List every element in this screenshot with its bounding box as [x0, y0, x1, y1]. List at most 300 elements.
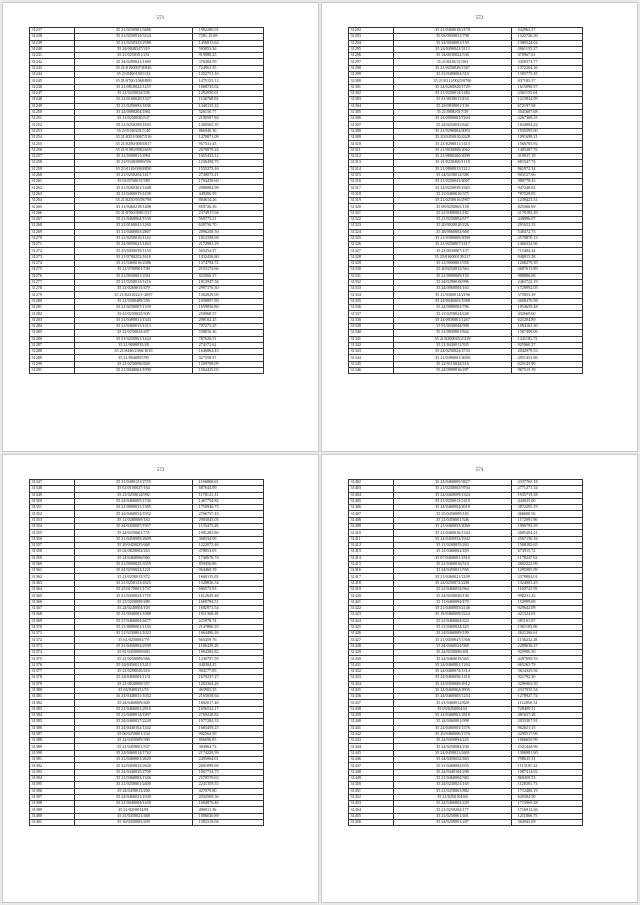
amount-cell: 964468.39 [192, 568, 263, 574]
amount-cell: 1712486.19 [511, 788, 582, 794]
reference-number-cell: 35 21/0700001/740 [75, 267, 192, 273]
row-id-cell: 31386 [30, 725, 75, 731]
reference-number-cell: 35 21/0290084/4093 [394, 128, 511, 134]
row-id-cell: 31406 [349, 505, 394, 511]
row-id-cell: 31335 [349, 298, 394, 304]
reference-number-cell: 35 21/0450021/468 [75, 813, 192, 819]
reference-number-cell: 35 21/0250061/401 [394, 813, 511, 819]
row-id-cell: 31285 [30, 330, 75, 336]
row-id-cell: 31325 [349, 235, 394, 241]
reference-number-cell: 35 21/0490002/182 [394, 210, 511, 216]
amount-cell: 366600.56 [511, 511, 582, 517]
amount-cell: 921792.20 [511, 675, 582, 681]
row-id-cell: 31305 [349, 109, 394, 115]
reference-number-cell: 35 24/0240004/103 [75, 605, 192, 611]
reference-number-cell: 35 20/0450010/4328 [394, 135, 511, 141]
row-id-cell: 31395 [30, 782, 75, 788]
row-id-cell: 31392 [30, 763, 75, 769]
reference-number-cell: 35 21/0250026/1367 [394, 65, 511, 71]
amount-cell: 2463722.19 [511, 279, 582, 285]
row-id-cell: 31250 [30, 109, 75, 115]
row-id-cell: 31432 [349, 668, 394, 674]
document-page [321, 2, 638, 452]
row-id-cell: 31403 [349, 486, 394, 492]
table-row [30, 820, 264, 826]
row-id-cell: 31277 [30, 279, 75, 285]
row-id-cell: 31336 [349, 305, 394, 311]
row-id-cell: 31298 [349, 65, 394, 71]
reference-number-cell: 35 21/0460004/935 [394, 763, 511, 769]
row-id-cell: 31241 [30, 53, 75, 59]
row-id-cell: 31451 [349, 788, 394, 794]
reference-number-cell: 35 21/0250016/2967 [394, 198, 511, 204]
amount-cell: 2289636.27 [511, 643, 582, 649]
amount-cell: 2570870.13 [511, 235, 582, 241]
reference-number-cell: 35 21/0460001/2620 [75, 757, 192, 763]
amount-cell: 250968.57 [192, 311, 263, 317]
amount-cell: 1566705.92 [511, 141, 582, 147]
row-id-cell: 31434 [349, 681, 394, 687]
row-id-cell: 31324 [349, 229, 394, 235]
amount-cell: 481637.28 [511, 712, 582, 718]
row-id-cell: 31377 [30, 668, 75, 674]
amount-cell: 967515.19 [511, 368, 582, 374]
reference-number-cell: 35 24/0080003/786 [394, 305, 511, 311]
amount-cell: 1485287.76 [511, 147, 582, 153]
row-id-cell: 31342 [349, 342, 394, 348]
row-id-cell: 31387 [30, 731, 75, 737]
row-id-cell: 31426 [349, 631, 394, 637]
table-row [349, 368, 583, 374]
row-id-cell: 31341 [349, 336, 394, 342]
amount-cell: 620304.50 [511, 794, 582, 800]
row-id-cell: 31453 [349, 801, 394, 807]
reference-number-cell: 35 21/0040001/1088 [75, 612, 192, 618]
reference-number-cell: 35 24/0460009/1324 [394, 492, 511, 498]
reference-number-cell: 35 03/0750015/385 [75, 179, 192, 185]
row-id-cell: 31409 [349, 524, 394, 530]
row-id-cell: 31414 [349, 555, 394, 561]
row-id-cell: 31388 [30, 738, 75, 744]
amount-cell: 1222075.46 [192, 542, 263, 548]
row-id-cell: 31334 [349, 292, 394, 298]
amount-cell: 2771271.34 [511, 486, 582, 492]
amount-cell: 1128301.73 [511, 782, 582, 788]
row-id-cell: 31401 [30, 820, 75, 826]
reference-number-cell: 35 24/0040001/150 [394, 40, 511, 46]
row-id-cell: 31444 [349, 744, 394, 750]
row-id-cell: 31269 [30, 229, 75, 235]
reference-number-cell: 35 24/0250024/4733 [394, 349, 511, 355]
amount-cell: 1295085.99 [511, 568, 582, 574]
amount-cell: 3541607.68 [511, 109, 582, 115]
row-id-cell: 31436 [349, 694, 394, 700]
row-id-cell: 31363 [30, 580, 75, 586]
row-id-cell: 31328 [349, 254, 394, 260]
row-id-cell: 31266 [30, 210, 75, 216]
row-id-cell: 31288 [30, 349, 75, 355]
row-id-cell: 31413 [349, 549, 394, 555]
reference-number-cell: 35 24/0460009/3827 [394, 480, 511, 486]
row-id-cell: 31448 [349, 769, 394, 775]
reference-number-cell: 35 24/0250084/436 [394, 744, 511, 750]
amount-cell: 421324.03 [511, 612, 582, 618]
row-id-cell: 31417 [349, 574, 394, 580]
reference-number-cell: 35 21/0460012/828 [394, 700, 511, 706]
reference-number-cell: 35 24/0250014/386 [394, 172, 511, 178]
reference-number-cell: 35 24/0450069/4912 [394, 681, 511, 687]
row-id-cell: 31371 [30, 631, 75, 637]
document-page [321, 454, 638, 903]
row-id-cell: 31242 [30, 59, 75, 65]
row-id-cell: 31273 [30, 254, 75, 260]
row-id-cell: 31430 [349, 656, 394, 662]
row-id-cell: 31245 [30, 78, 75, 84]
amount-cell: 1466332.96 [511, 242, 582, 248]
reference-number-cell: 35 21/0450001/337 [75, 744, 192, 750]
amount-cell: 1278927.74 [511, 694, 582, 700]
reference-number-cell: 35 21/0250014/81 [75, 807, 192, 813]
amount-cell: 470967.61 [511, 53, 582, 59]
amount-cell: 925906.50 [511, 650, 582, 656]
amount-cell: 696573.93 [192, 587, 263, 593]
amount-cell: 2178185.29 [511, 210, 582, 216]
reference-number-cell: 35 21/0250123/4325 [75, 580, 192, 586]
reference-number-cell: 35 02/0820002/263 [75, 549, 192, 555]
amount-cell: 4497099.53 [511, 656, 582, 662]
reference-number-cell: 35 21/0020008/357 [75, 681, 192, 687]
row-id-cell: 31423 [349, 612, 394, 618]
amount-cell: 825366.69 [511, 204, 582, 210]
reference-number-cell: 35 21/0460018/2178 [394, 28, 511, 34]
amount-cell: 298102.25 [192, 317, 263, 323]
reference-number-cell: 35 24/0290041/1469 [75, 59, 192, 65]
row-id-cell: 31397 [30, 794, 75, 800]
amount-cell: 1470871.09 [192, 135, 263, 141]
row-id-cell: 31412 [349, 542, 394, 548]
reference-number-cell: 35 81/0450009/603 [75, 650, 192, 656]
table-row [30, 368, 264, 374]
reference-number-cell: 35 21/0450047/1568 [394, 637, 511, 643]
amount-cell: 1432436.60 [192, 254, 263, 260]
reference-number-cell: 35 24/0460004/1131 [75, 675, 192, 681]
row-id-cell: 31418 [349, 580, 394, 586]
reference-number-cell: 35 18/0460009/2224 [394, 612, 511, 618]
amount-cell: 672197.68 [511, 103, 582, 109]
reference-number-cell: 35 21/0250391/251 [75, 53, 192, 59]
amount-cell: 1683459.25 [192, 725, 263, 731]
row-id-cell: 31249 [30, 103, 75, 109]
amount-cell: 1812358.68 [192, 235, 263, 241]
row-id-cell: 31437 [349, 700, 394, 706]
reference-number-cell: 35 21/0251/0067/516 [75, 135, 192, 141]
reference-number-cell: 35 21/0250014/1482 [394, 90, 511, 96]
amount-cell: 1324003.45 [511, 580, 582, 586]
row-id-cell: 31435 [349, 687, 394, 693]
amount-cell: 1715969.28 [511, 801, 582, 807]
reference-number-cell: 35 24/0250022/1221 [75, 568, 192, 574]
reference-number-cell: 35 21/0340/0080/9/6 [75, 160, 192, 166]
row-id-cell: 31439 [349, 712, 394, 718]
reference-number-cell: 35 24/0460001/2818 [394, 712, 511, 718]
amount-cell: 1112850.14 [511, 700, 582, 706]
reference-number-cell: 35 24/0230021/165 [394, 782, 511, 788]
reference-number-cell: 35 25/0830001/130 [394, 103, 511, 109]
row-id-cell: 31323 [349, 223, 394, 229]
amount-cell: 2337765.18 [511, 480, 582, 486]
data-table [29, 479, 264, 826]
row-id-cell: 31446 [349, 757, 394, 763]
amount-cell: 2691899.69 [192, 763, 263, 769]
row-id-cell: 31419 [349, 587, 394, 593]
row-id-cell: 31261 [30, 179, 75, 185]
reference-number-cell: 35 21/0250024/336 [75, 90, 192, 96]
amount-cell: 1684876.46 [192, 801, 263, 807]
row-id-cell: 31282 [30, 311, 75, 317]
row-id-cell: 31428 [349, 643, 394, 649]
amount-cell: 2042979.53 [511, 349, 582, 355]
row-id-cell: 31420 [349, 593, 394, 599]
row-id-cell: 31429 [349, 650, 394, 656]
row-id-cell: 31425 [349, 624, 394, 630]
row-id-cell: 31382 [30, 700, 75, 706]
amount-cell: 1292050.01 [192, 90, 263, 96]
reference-number-cell: 35 21/0250013/1216 [75, 279, 192, 285]
row-id-cell: 31251 [30, 116, 75, 122]
row-id-cell: 31275 [30, 267, 75, 273]
amount-cell: 1656532.17 [192, 706, 263, 712]
amount-cell: 1091699.21 [511, 135, 582, 141]
amount-cell: 2903045.05 [192, 517, 263, 523]
reference-number-cell: 35 04/0400251/55 [75, 687, 192, 693]
amount-cell: 364943.69 [511, 820, 582, 826]
row-id-cell: 31238 [30, 34, 75, 40]
reference-number-cell: 35 21/0460053/2060 [394, 524, 511, 530]
reference-number-cell: 35 24/0450009/390 [75, 738, 192, 744]
reference-number-cell: 35 24/0450021/4401 [394, 750, 511, 756]
row-id-cell: 31283 [30, 317, 75, 323]
amount-cell: 1704458.60 [192, 179, 263, 185]
row-id-cell: 31349 [30, 492, 75, 498]
reference-number-cell: 35 21/0890009/150 [394, 273, 511, 279]
row-id-cell: 31361 [30, 568, 75, 574]
row-id-cell: 31443 [349, 738, 394, 744]
amount-cell: 1328836.34 [192, 580, 263, 586]
amount-cell: 2337935.54 [511, 687, 582, 693]
amount-cell: 569775.21 [192, 216, 263, 222]
amount-cell: 1678237.27 [192, 675, 263, 681]
row-id-cell: 31372 [30, 637, 75, 643]
document-page [2, 454, 319, 903]
amount-cell: 2578570.63 [192, 775, 263, 781]
reference-number-cell: 35 21/0490004/310 [394, 72, 511, 78]
amount-cell: 1213824.09 [511, 97, 582, 103]
amount-cell: 376304.59 [192, 59, 263, 65]
reference-number-cell: 35 21/0460064/1530 [75, 216, 192, 222]
row-id-cell: 31376 [30, 662, 75, 668]
reference-number-cell: 35 24/0460014/1762 [75, 750, 192, 756]
reference-number-cell: 35 24/0040347/319 [75, 46, 192, 52]
row-id-cell: 31366 [30, 599, 75, 605]
amount-cell: 1361105.00 [511, 624, 582, 630]
amount-cell: 368334.09 [192, 536, 263, 542]
reference-number-cell: 35 21/0250014/992 [75, 492, 192, 498]
row-id-cell: 31332 [349, 279, 394, 285]
amount-cell: 281161.07 [511, 618, 582, 624]
amount-cell: 1906793.59 [511, 524, 582, 530]
reference-number-cell: 35 24/0440035/2700 [75, 769, 192, 775]
reference-number-cell: 35 09/0250065/158 [394, 204, 511, 210]
reference-number-cell: 35 24/0460074/1314 [394, 668, 511, 674]
row-id-cell: 31265 [30, 204, 75, 210]
row-id-cell: 31364 [30, 587, 75, 593]
reference-number-cell: 35 21/0080001/1156 [75, 624, 192, 630]
amount-cell: 998231.42 [511, 593, 582, 599]
amount-cell: 1660115.03 [192, 574, 263, 580]
amount-cell: 538816.36 [192, 330, 263, 336]
amount-cell: 1292364.26 [192, 681, 263, 687]
amount-cell: 593853.36 [192, 46, 263, 52]
amount-cell: 1066650.99 [511, 738, 582, 744]
row-id-cell: 31329 [349, 260, 394, 266]
reference-number-cell: 35 20/0250032/563 [394, 267, 511, 273]
amount-cell: 1186429.29 [192, 643, 263, 649]
amount-cell: 1091283.86 [192, 530, 263, 536]
amount-cell: 1935719.58 [511, 492, 582, 498]
reference-number-cell: 35 24/0260020/1729 [394, 84, 511, 90]
reference-number-cell: 35 24/0290018/996 [394, 279, 511, 285]
amount-cell: 639756.70 [192, 223, 263, 229]
amount-cell: 540472.73 [511, 229, 582, 235]
row-id-cell: 31240 [30, 46, 75, 52]
amount-cell: 2172981.29 [192, 242, 263, 248]
amount-cell: 1268279.39 [511, 260, 582, 266]
reference-number-cell: 35 21/0030001/844 [394, 330, 511, 336]
row-id-cell: 31380 [30, 687, 75, 693]
row-id-cell: 31384 [30, 712, 75, 718]
amount-cell: 2190597.84 [192, 116, 263, 122]
reference-number-cell: 35 24/0460005/1746 [75, 498, 192, 504]
row-id-cell: 31352 [30, 511, 75, 517]
row-id-cell: 31368 [30, 612, 75, 618]
row-id-cell: 31447 [349, 763, 394, 769]
reference-number-cell: 35 21/0200045/2/418 [394, 336, 511, 342]
amount-cell: 3296962.30 [511, 681, 582, 687]
amount-cell: 1740676.74 [192, 555, 263, 561]
row-id-cell: 31370 [30, 624, 75, 630]
reference-number-cell: 35 24/0250096/491 [394, 650, 511, 656]
reference-number-cell: 35 21/0300811/2961 [75, 153, 192, 159]
reference-number-cell: 35 21/0460024/423 [394, 624, 511, 630]
row-id-cell: 31268 [30, 223, 75, 229]
row-id-cell: 31383 [30, 706, 75, 712]
amount-cell: 903127.06 [511, 172, 582, 178]
amount-cell: 3450573.77 [511, 59, 582, 65]
reference-number-cell: 35 24/0450011/1413 [75, 662, 192, 668]
reference-number-cell: 35 21/0300489/356 [75, 298, 192, 304]
row-id-cell: 31449 [349, 775, 394, 781]
row-id-cell: 31347 [30, 480, 75, 486]
reference-number-cell: 35 24/0460056/1410 [394, 675, 511, 681]
reference-number-cell: 35 24/0250001/287 [394, 820, 511, 826]
reference-number-cell: 35 21/0090025/3359 [75, 561, 192, 567]
data-table [348, 27, 583, 374]
amount-cell: 1209708.09 [192, 361, 263, 367]
reference-number-cell: 35 14/0030022/536 [394, 53, 511, 59]
amount-cell: 1729992.05 [511, 286, 582, 292]
reference-number-cell: 35 27/0460004/4477 [75, 618, 192, 624]
amount-cell: 1087414.02 [511, 769, 582, 775]
reference-number-cell: 35 21/0250/0039/798 [75, 198, 192, 204]
amount-cell: 2661155.37 [511, 46, 582, 52]
reference-number-cell: 35 24/0450054/1942 [394, 536, 511, 542]
row-id-cell: 31313 [349, 160, 394, 166]
row-id-cell: 31270 [30, 235, 75, 241]
reference-number-cell: 35 21/0460015/1239 [75, 191, 192, 197]
amount-cell: 1172091.96 [511, 517, 582, 523]
row-id-cell: 31391 [30, 757, 75, 763]
reference-number-cell: 35 20/0460006/1376 [394, 731, 511, 737]
amount-cell: 375853.39 [511, 292, 582, 298]
amount-cell: 1094163.30 [511, 323, 582, 329]
row-id-cell: 31314 [349, 166, 394, 172]
reference-number-cell: 35 21/0160041/1260 [75, 223, 192, 229]
reference-number-cell: 35 21/0460015/1313 [75, 323, 192, 329]
row-id-cell: 31415 [349, 561, 394, 567]
amount-cell: 687644.09 [192, 486, 263, 492]
reference-number-cell: 35 21/0810022/1257 [75, 84, 192, 90]
row-id-cell: 31416 [349, 568, 394, 574]
amount-cell: 988886.68 [511, 273, 582, 279]
amount-cell: 1380524.04 [511, 40, 582, 46]
amount-cell: 1750946.73 [192, 505, 263, 511]
amount-cell: 728409.31 [511, 706, 582, 712]
row-id-cell: 31381 [30, 694, 75, 700]
reference-number-cell: 35 24/0050021/1463 [75, 242, 192, 248]
row-id-cell: 31297 [349, 59, 394, 65]
reference-number-cell: 35 21/0230400/1118 [394, 160, 511, 166]
amount-cell: 444025.00 [511, 498, 582, 504]
reference-number-cell: 35 41/0250025/305 [75, 311, 192, 317]
amount-cell: 659726.56 [192, 204, 263, 210]
amount-cell: 1440135.22 [192, 103, 263, 109]
row-id-cell: 31358 [30, 549, 75, 555]
row-id-cell: 31360 [30, 561, 75, 567]
reference-number-cell: 35 21/0250204/1417 [75, 172, 192, 178]
reference-number-cell: 35 24/0450094/225 [394, 738, 511, 744]
row-id-cell: 31410 [349, 530, 394, 536]
amount-cell: 1382319.04 [192, 820, 263, 826]
amount-cell: 526150.77 [192, 109, 263, 115]
reference-number-cell: 35 24/0250072/2281 [394, 580, 511, 586]
row-id-cell: 31367 [30, 605, 75, 611]
amount-cell: 1374794.72 [192, 260, 263, 266]
amount-cell: 2997176.30 [192, 286, 263, 292]
reference-number-cell: 35 21/0030007/157 [394, 248, 511, 254]
row-id-cell: 31267 [30, 216, 75, 222]
reference-number-cell: 35 03/0250004/61 [394, 706, 511, 712]
reference-number-cell: 35 21/0460002/459 [394, 549, 511, 555]
amount-cell: 1239423.31 [511, 198, 582, 204]
row-id-cell: 31374 [30, 650, 75, 656]
reference-number-cell: 35 03/0930031/798 [394, 34, 511, 40]
row-id-cell: 31431 [349, 662, 394, 668]
row-id-cell: 31296 [349, 53, 394, 59]
row-id-cell: 31343 [349, 349, 394, 355]
reference-number-cell: 35 24/0090002/7204 [394, 116, 511, 122]
amount-cell: 2988084.98 [192, 185, 263, 191]
reference-number-cell: 35 21/0250061/2400 [75, 782, 192, 788]
